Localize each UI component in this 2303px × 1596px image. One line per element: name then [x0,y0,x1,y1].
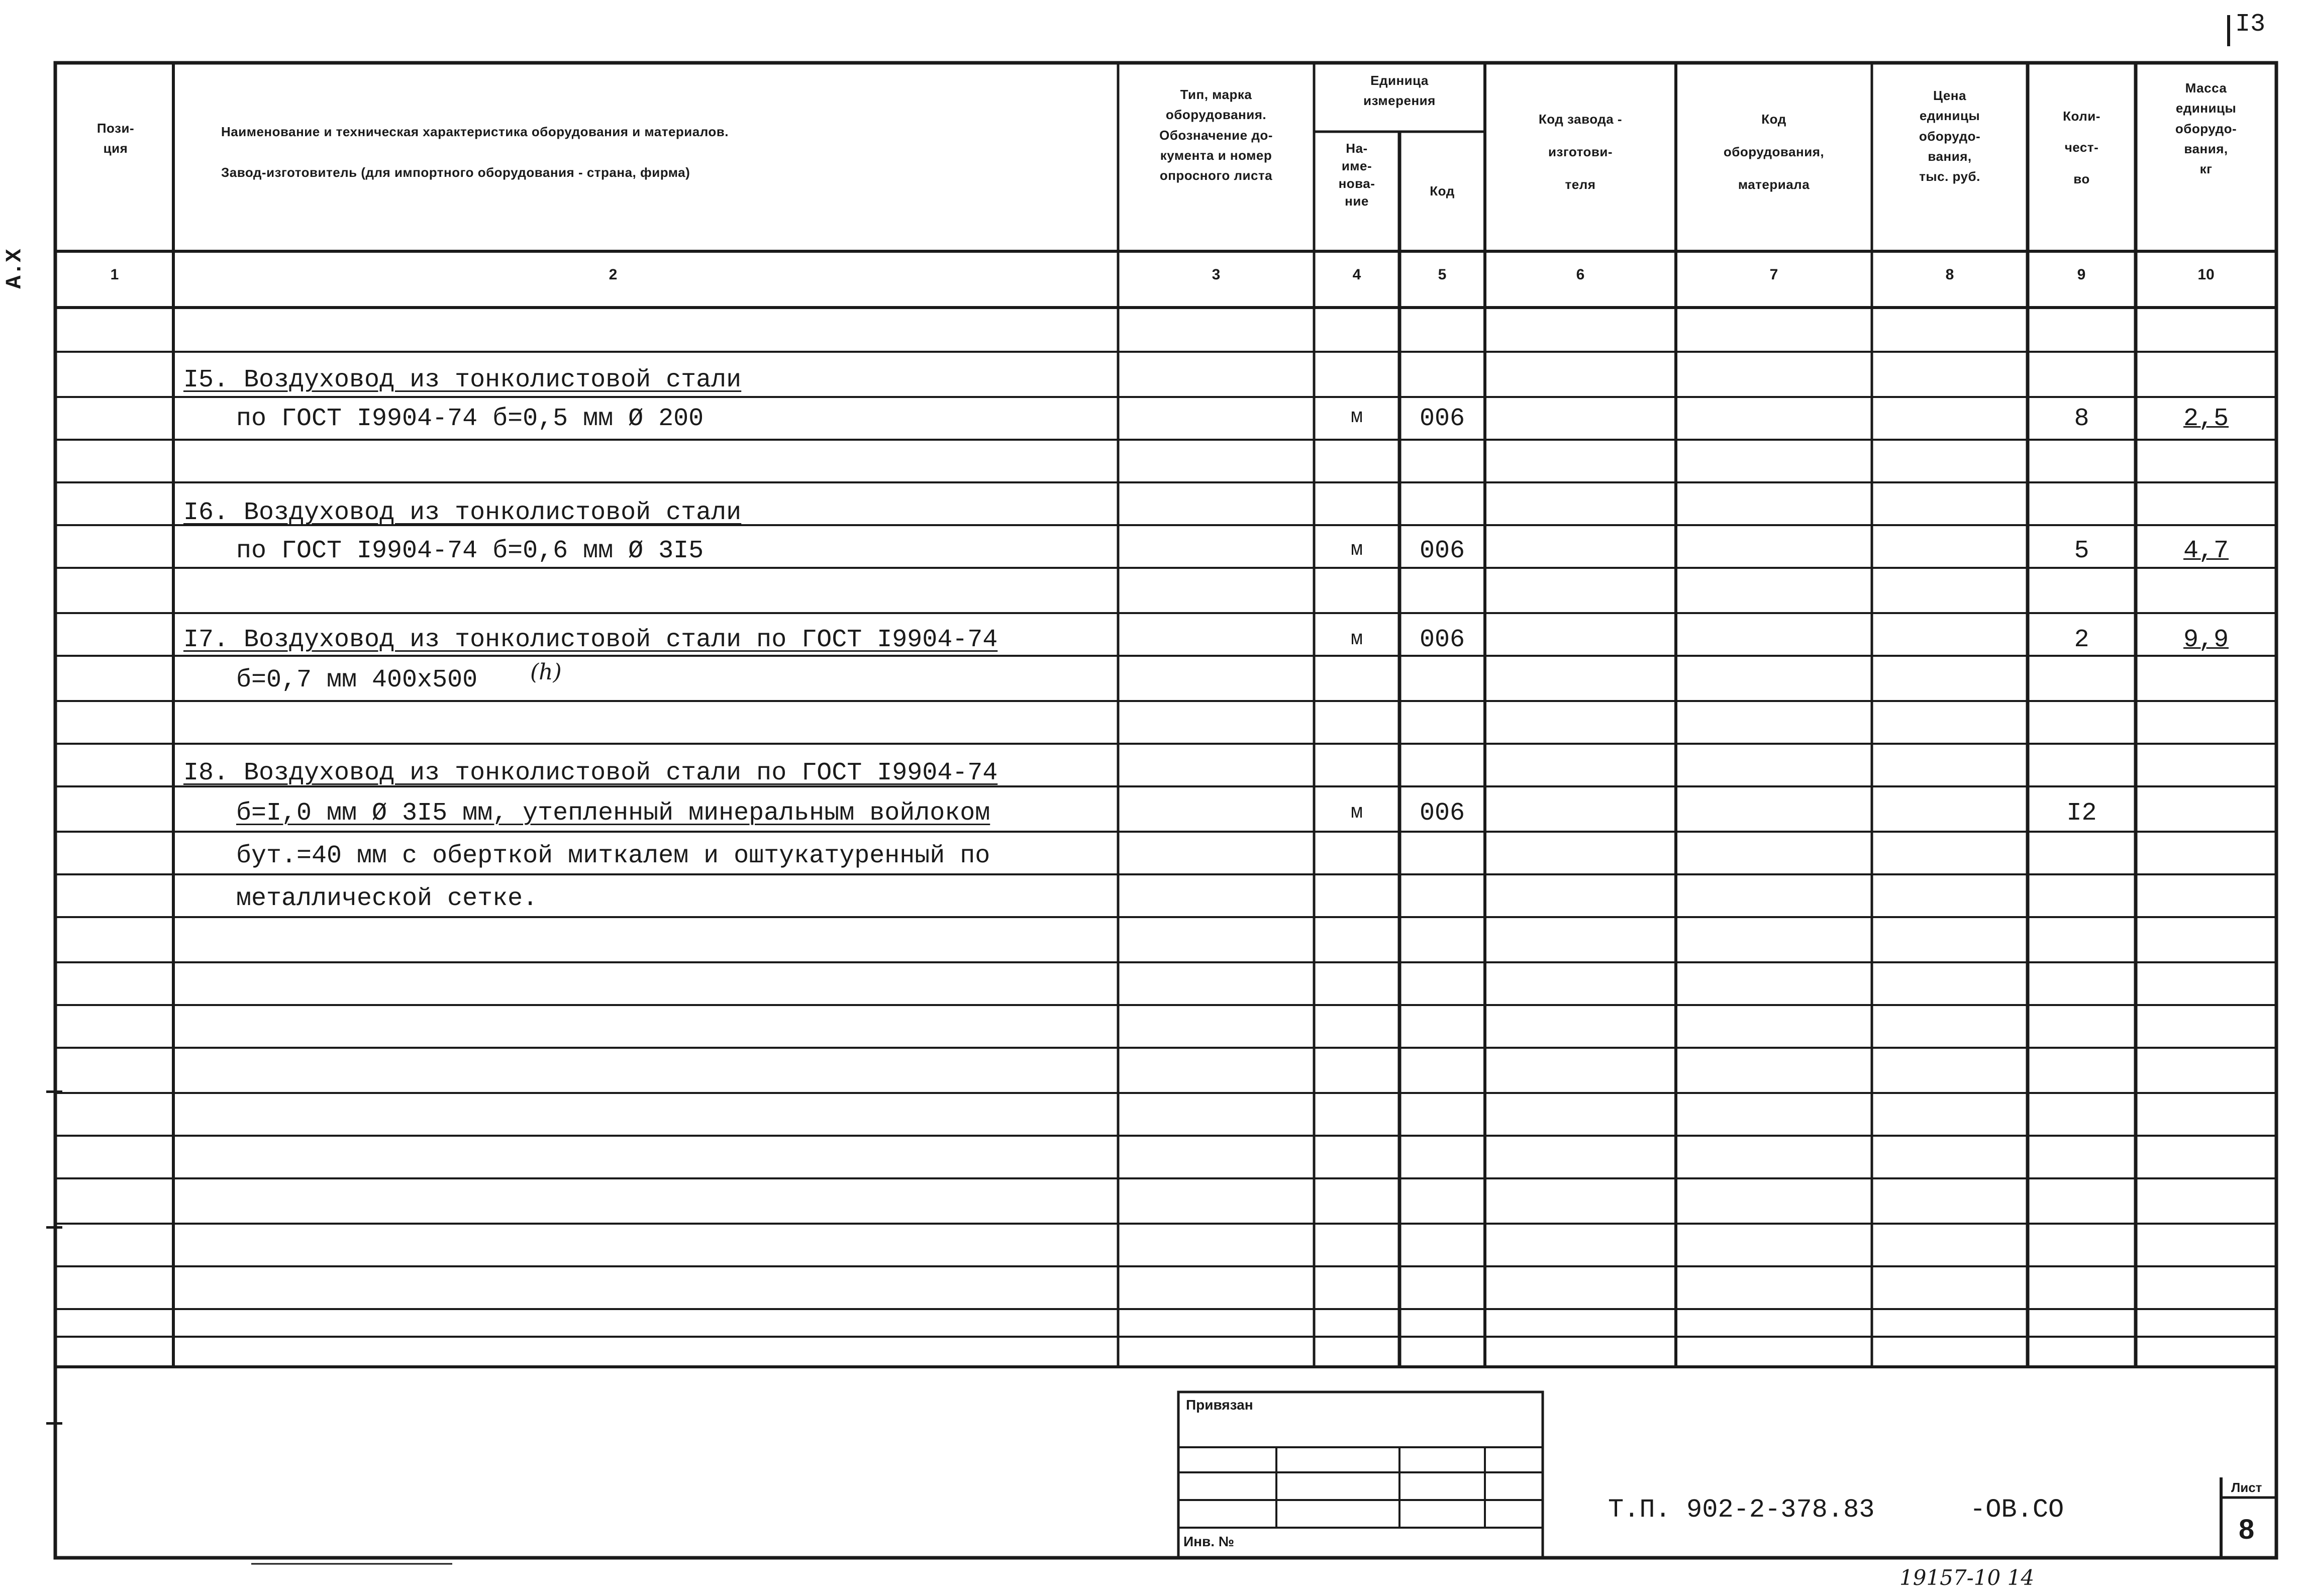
page-number: I3 [2235,10,2266,39]
qty-cell: I2 [2066,799,2097,828]
mass-cell: 9,9 [2183,626,2229,654]
item-line: I6. Воздуховод из тонколистовой стали [183,498,742,527]
stamp-inv-label: Инв. № [1183,1534,1235,1549]
document-code: Т.П. 902-2-378.83 [1608,1495,1875,1525]
header-quantity: Коли- чест- во [2063,109,2100,186]
column-number: 5 [1438,266,1447,283]
header-equipment-code: Код оборудования, материала [1723,112,1825,192]
column-number: 10 [2197,266,2215,283]
document-suffix: -ОВ.СО [1970,1495,2064,1525]
header-unit-name: На- име- нова- ние [1338,141,1375,209]
unit-cell: м [1350,406,1363,429]
column-number: 8 [1945,266,1954,283]
item-line: по ГОСТ I9904-74 б=0,5 мм Ø 200 [236,405,704,433]
side-label-text: A.X [2,249,28,289]
item-line: металлической сетке. [236,884,538,913]
handwritten-archive-number: 19157-10 14 [1899,1565,2035,1590]
column-number: 3 [1212,266,1221,283]
qty-cell: 8 [2074,405,2089,433]
unit-cell: м [1350,802,1363,824]
sheet-label: Лист [2231,1480,2262,1495]
handwritten-note: (h) [530,659,562,685]
mass-cell: 2,5 [2183,405,2229,433]
header-mass: Масса единицы оборудо- вания, кг [2175,80,2237,177]
item-line: по ГОСТ I9904-74 б=0,6 мм Ø 3I5 [236,537,704,565]
column-number: 6 [1576,266,1585,283]
qty-cell: 5 [2074,537,2089,565]
code-cell: 006 [1419,405,1465,433]
column-number: 1 [110,266,119,283]
stamp-bound-label: Привязан [1186,1397,1253,1413]
header-name: Наименование и техническая характеристика оборудования и материалов. Завод-изготовитель (для импортного оборудования - страна, фирма) [221,124,729,180]
unit-cell: м [1350,539,1363,561]
code-cell: 006 [1419,799,1465,828]
sheet-number: 8 [2239,1513,2255,1545]
header-type: Тип, марка оборудования. Обозначение до- кумента и номер опросного листа [1159,87,1273,183]
column-number: 4 [1352,266,1361,283]
column-number: 9 [2077,266,2086,283]
mass-cell: 4,7 [2183,537,2229,565]
header-price: Цена единицы оборудо- вания, тыс. руб. [1919,88,1981,184]
header-position: Пози- ция [96,121,135,156]
header-manufacturer-code: Код завода - изготови- теля [1538,112,1623,192]
unit-cell: м [1350,628,1363,651]
item-line: б=0,7 мм 400x500 [236,666,478,694]
header-unit-group: Единица измерения [1363,73,1436,109]
header-unit-code: Код [1430,183,1455,198]
item-line: I8. Воздуховод из тонколистовой стали по ГОСТ I9904-74 [183,759,998,787]
item-line: б=I,0 мм Ø 3I5 мм, утепленный минеральным войлоком [236,799,990,828]
column-number: 2 [609,266,618,283]
item-line: бут.=40 мм с оберткой миткалем и оштукатуренный по [236,842,990,870]
item-line: I5. Воздуховод из тонколистовой стали [183,366,742,394]
item-line: I7. Воздуховод из тонколистовой стали по ГОСТ I9904-74 [183,626,998,654]
code-cell: 006 [1419,626,1465,654]
qty-cell: 2 [2074,626,2089,654]
column-number: 7 [1769,266,1778,283]
code-cell: 006 [1419,537,1465,565]
